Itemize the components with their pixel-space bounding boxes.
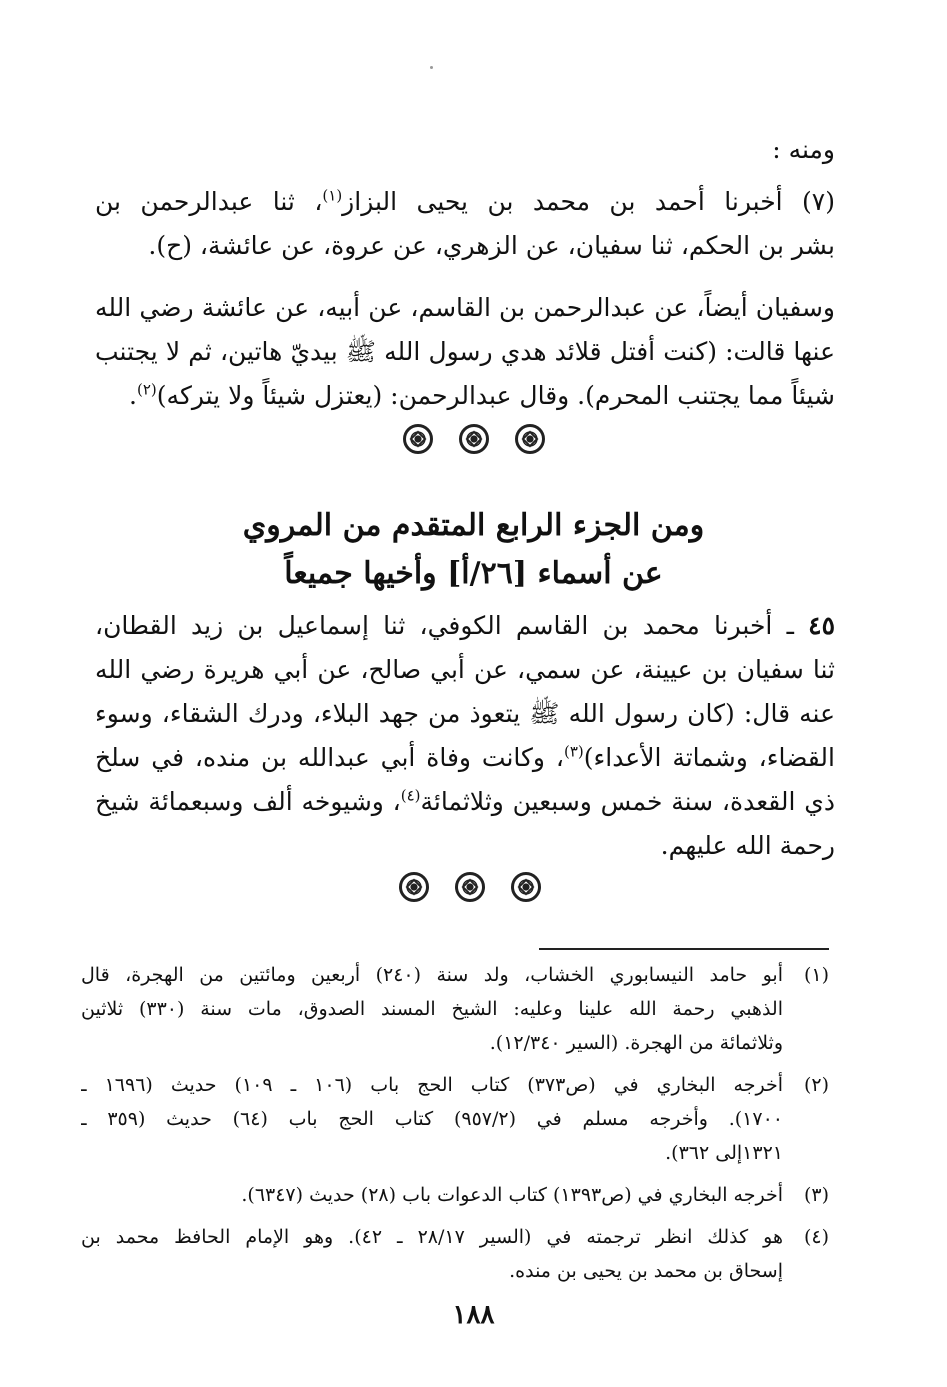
hadith-7-continuation <box>95 286 835 418</box>
intro-line: ومنه : <box>772 135 835 164</box>
hadith-7-cont-line-3-text: شيئاً مما يجتنب المحرم). وقال عبدالرحمن: (يعتزل شيئاً ولا يتركه) <box>156 381 835 410</box>
footnote-number: (١) <box>803 964 829 986</box>
footnote-line: الذهبي رحمة الله علينا وعليه: الشيخ المسند الصدوق، مات سنة (٣٣٠) ثلاثين <box>81 998 783 1020</box>
section-divider-ornaments <box>0 424 947 454</box>
footnote-line: أخرجه البخاري في (ص٣٧٣) كتاب الحج باب (١٠٦ ـ ١٠٩) حديث (١٦٩٦ ـ <box>81 1074 783 1096</box>
footnote-ref-1[interactable]: (١) <box>322 186 343 205</box>
footnotes <box>81 958 829 1296</box>
footnote-line: وثلاثمائة من الهجرة. (السير ١٢/٣٤٠). <box>489 1032 783 1054</box>
footnote-line: أخرجه البخاري في (ص١٣٩٣) كتاب الدعوات باب (٢٨) حديث (٦٣٤٧). <box>241 1184 783 1206</box>
footnote-line: ١٧٠٠). وأخرجه مسلم في (٩٥٧/٢) كتاب الحج باب (٦٤) حديث (٣٥٩ ـ <box>81 1108 783 1130</box>
hadith-7-cont-line-3 <box>95 374 835 418</box>
footnote-1 <box>81 958 829 1060</box>
hadith-number: ٤٥ <box>808 611 835 640</box>
footnote-body <box>81 958 783 1060</box>
footnote-ref-3[interactable]: (٣) <box>563 742 584 761</box>
knot-ornament-icon <box>511 872 541 902</box>
hadith-7-line-1 <box>95 180 835 224</box>
hadith-7-cont-line-1: وسفيان أيضاً، عن عبدالرحمن بن القاسم، عن أبيه، عن عائشة رضي الله <box>95 293 835 322</box>
hadith-45-line-4-b: ، وكانت وفاة أبي عبدالله بن منده، في سلخ <box>95 743 564 772</box>
hadith-7-line-1-text: (٧) أخبرنا أحمد بن محمد بن يحيى البزاز <box>342 187 835 216</box>
section-heading-line-1: ومن الجزء الرابع المتقدم من المروي <box>242 508 705 543</box>
knot-ornament-icon <box>459 424 489 454</box>
hadith-45-line-5-a: ذي القعدة، سنة خمس وسبعين وثلاثمائة <box>420 787 835 816</box>
footnote-line: أبو حامد النيسابوري الخشاب، ولد سنة (٢٤٠) أربعين ومائتين من الهجرة، قال <box>81 964 783 986</box>
hadith-45-line-5 <box>95 780 835 824</box>
hadith-45-line-4-a: القضاء، وشماتة الأعداء) <box>583 743 835 772</box>
hadith-7-cont-line-2: عنها قالت: (كنت أفتل قلائد هدي رسول الله ﷺ بيديّ هاتين، ثم لا يجتنب <box>95 337 835 366</box>
hadith-45-line-1 <box>95 604 835 648</box>
footnote-2 <box>81 1068 829 1170</box>
hadith-7 <box>95 180 835 268</box>
footnote-body <box>81 1220 783 1288</box>
section-divider-ornaments <box>0 872 943 902</box>
footnote-ref-4[interactable]: (٤) <box>400 786 421 805</box>
footnote-number: (٤) <box>803 1226 829 1248</box>
hadith-45-line-2: ثنا سفيان بن عيينة، عن سمي، عن أبي صالح، عن أبي هريرة رضي الله <box>95 655 835 684</box>
footnote-body <box>81 1178 783 1212</box>
hadith-45-line-3: عنه قال: (كان رسول الله ﷺ يتعوذ من جهد البلاء، ودرك الشقاء، وسوء <box>95 699 835 728</box>
footnote-line: إسحاق بن محمد بن يحيى بن منده. <box>509 1260 783 1282</box>
hadith-7-line-1-tail: ، ثنا عبدالرحمن بن <box>95 187 323 216</box>
footnote-separator <box>539 948 829 950</box>
footnote-3 <box>81 1178 829 1212</box>
knot-ornament-icon <box>403 424 433 454</box>
knot-ornament-icon <box>455 872 485 902</box>
hadith-45-line-5-b: ، وشيوخه ألف وسبعمائة شيخ <box>95 787 401 816</box>
hadith-45-line-6: رحمة الله عليهم. <box>660 831 835 860</box>
hadith-7-cont-line-3-end: . <box>129 381 137 410</box>
footnote-line: هو كذلك انظر ترجمته في (السير ٢٨/١٧ ـ ٤٢). وهو الإمام الحافظ محمد بن <box>81 1226 783 1248</box>
knot-ornament-icon <box>515 424 545 454</box>
page-number: ١٨٨ <box>452 1300 495 1330</box>
footnote-number: (٣) <box>803 1184 829 1206</box>
footnote-4 <box>81 1220 829 1288</box>
scan-speck <box>430 66 433 69</box>
hadith-45 <box>95 604 835 868</box>
section-heading-line-2: عن أسماء [٢٦/أ] وأخيها جميعاً <box>284 556 663 591</box>
intro-text <box>95 128 835 172</box>
knot-ornament-icon <box>399 872 429 902</box>
footnote-ref-2[interactable]: (٢) <box>137 380 157 399</box>
footnote-number: (٢) <box>803 1074 829 1096</box>
footnote-line: ١٣٢١إلى ٣٦٢). <box>665 1142 783 1164</box>
hadith-45-line-1-text: ـ أخبرنا محمد بن القاسم الكوفي، ثنا إسماعيل بن زيد القطان، <box>95 611 809 640</box>
hadith-45-line-4 <box>95 736 835 780</box>
footnote-body <box>81 1068 783 1170</box>
hadith-7-line-2: بشر بن الحكم، ثنا سفيان، عن الزهري، عن عروة، عن عائشة، (ح). <box>148 231 835 260</box>
